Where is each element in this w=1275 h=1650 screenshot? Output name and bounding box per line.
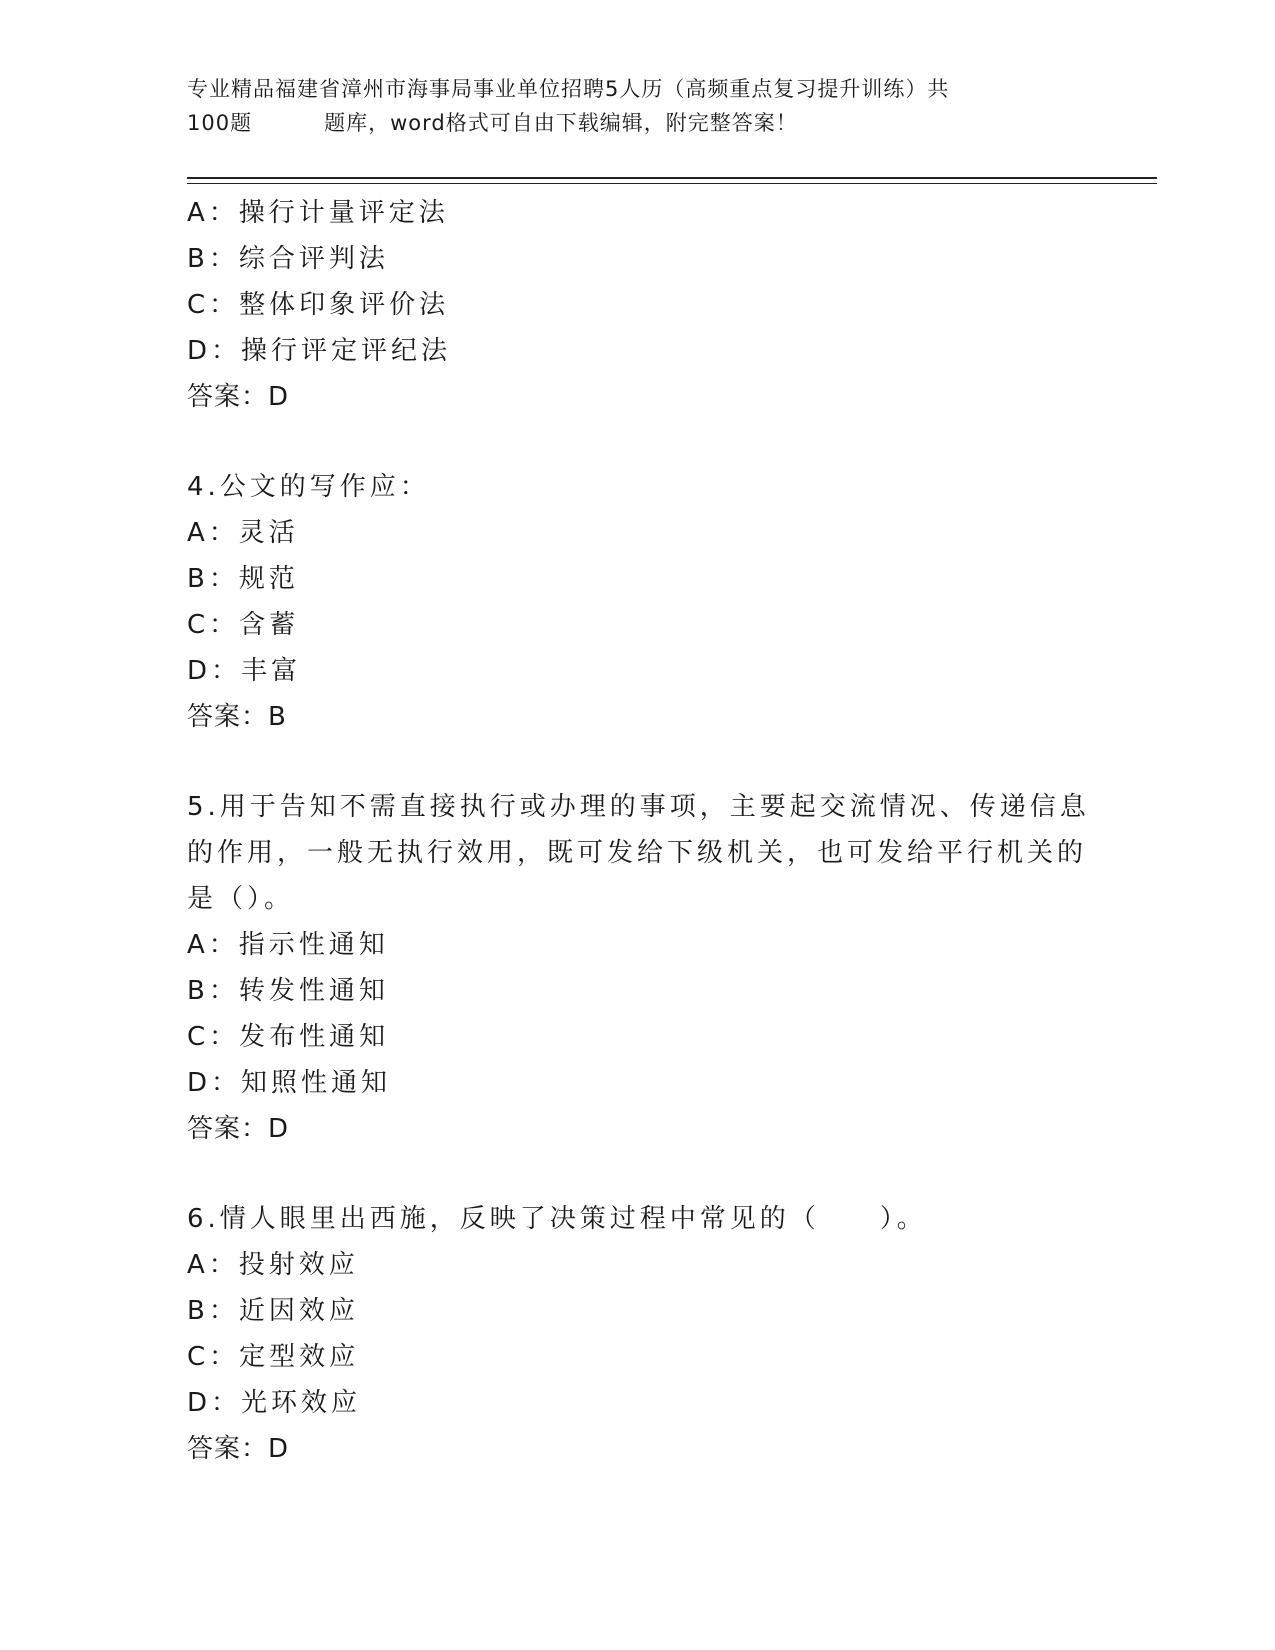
header-description: 题库，word格式可自由下载编辑，附完整答案！ — [324, 111, 798, 135]
document-header — [187, 72, 1087, 140]
header-line-2 — [187, 106, 1087, 140]
question-block-3 — [187, 190, 1087, 420]
option-b: B：近因效应 — [187, 1296, 359, 1326]
question-text-line-2: 的作用，一般无执行效用，既可发给下级机关，也可发给平行机关的 — [187, 838, 1088, 868]
option-c: C：发布性通知 — [187, 1022, 390, 1052]
header-line-1: 专业精品福建省漳州市海事局事业单位招聘5人历（高频重点复习提升训练）共 — [187, 77, 950, 101]
answer: 答案：B — [187, 702, 287, 732]
option-c: C：整体印象评价法 — [187, 290, 450, 320]
question-block-6 — [187, 1196, 1087, 1472]
option-b: B：综合评判法 — [187, 244, 389, 274]
answer: 答案：D — [187, 1114, 290, 1144]
question-text-line-1: 5.用于告知不需直接执行或办理的事项，主要起交流情况、传递信息 — [187, 792, 1090, 822]
option-a: A：投射效应 — [187, 1250, 359, 1280]
option-a: A：指示性通知 — [187, 930, 389, 960]
question-text: 4.公文的写作应： — [187, 472, 430, 502]
option-a: A：操行计量评定法 — [187, 198, 449, 228]
option-c: C：含蓄 — [187, 610, 300, 640]
option-b: B：规范 — [187, 564, 299, 594]
question-list — [187, 190, 1090, 1472]
answer: 答案：D — [187, 382, 290, 412]
header-question-count: 100题 — [187, 111, 253, 135]
option-c: C：定型效应 — [187, 1342, 360, 1372]
question-text-line-3: 是（）。 — [187, 884, 295, 914]
option-a: A：灵活 — [187, 518, 299, 548]
option-b: B：转发性通知 — [187, 976, 389, 1006]
option-d: D：知照性通知 — [187, 1068, 392, 1098]
question-text: 6.情人眼里出西施，反映了决策过程中常见的（ ）。 — [187, 1204, 927, 1234]
answer: 答案：D — [187, 1434, 290, 1464]
option-d: D：光环效应 — [187, 1388, 362, 1418]
option-d: D：丰富 — [187, 656, 302, 686]
header-divider-thick — [187, 177, 1157, 179]
question-block-5 — [187, 784, 1090, 1152]
question-block-4 — [187, 464, 1087, 740]
option-d: D：操行评定评纪法 — [187, 336, 452, 366]
header-divider-thin — [187, 183, 1157, 184]
